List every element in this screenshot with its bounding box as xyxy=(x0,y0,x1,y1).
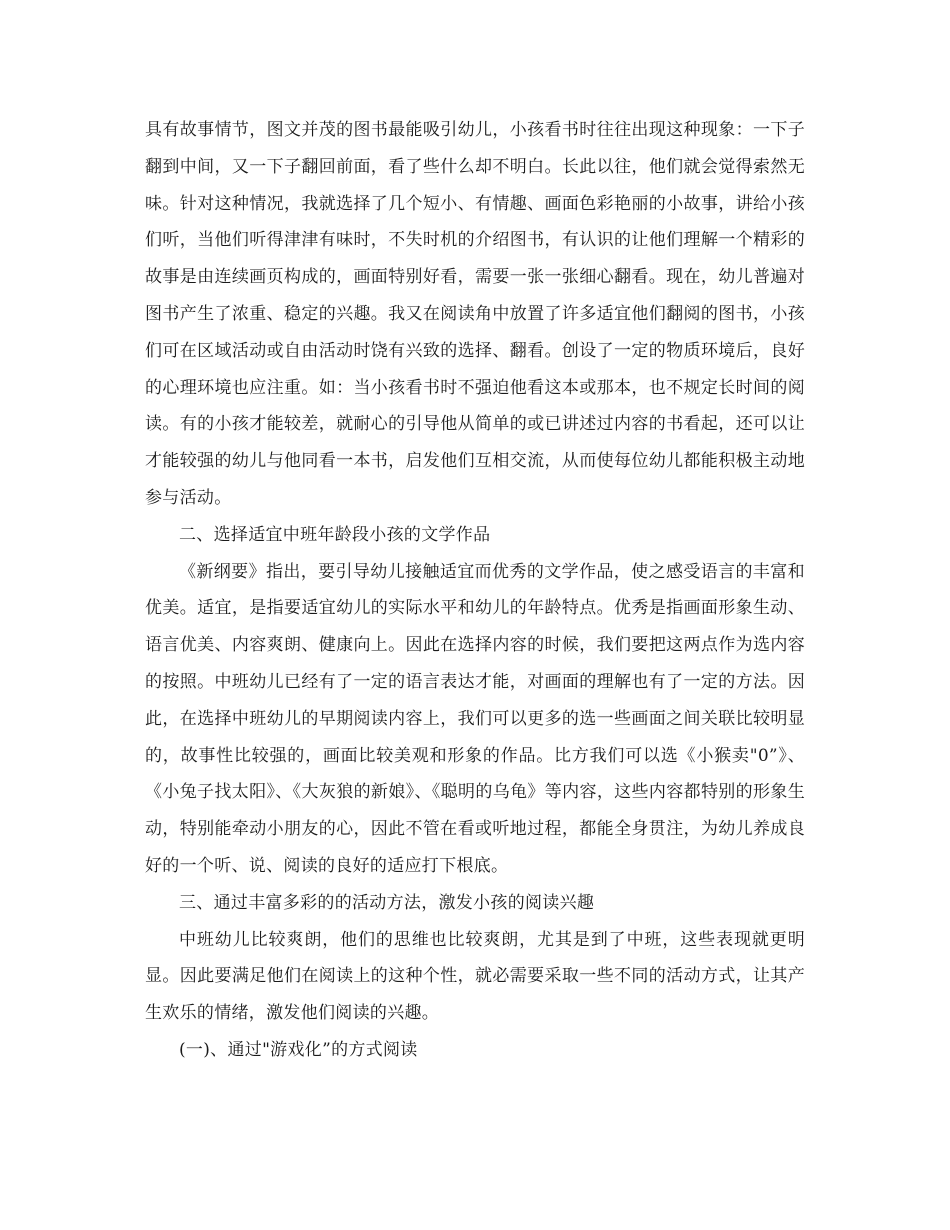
body-paragraph-reading-interest: 具有故事情节，图文并茂的图书最能吸引幼儿，小孩看书时往往出现这种现象：一下子翻到中间，又一下子翻回前面，看了些什么却不明白。长此以往，他们就会觉得索然无味。针对这种情况，我就选择了几个短小、有情趣、画面色彩艳丽的小故事，讲给小孩们听，当他们听得津津有味时，不失时机的介绍图书，有认识的让他们理解一个精彩的故事是由连续画页构成的，画面特别好看，需要一张一张细心翻看。现在，幼儿普遍对图书产生了浓重、稳定的兴趣。我又在阅读角中放置了许多适宜他们翻阅的图书，小孩们可在区域活动或自由活动时饶有兴致的选择、翻看。创设了一定的物质环境后，良好的心理环境也应注重。如：当小孩看书时不强迫他看这本或那本，也不规定长时间的阅读。有的小孩才能较差，就耐心的引导他从简单的或已讲述过内容的书看起，还可以让才能较强的幼儿与他同看一本书，启发他们互相交流，从而使每位幼儿都能积极主动地参与活动。 xyxy=(145,120,805,508)
document-body xyxy=(145,112,805,1069)
body-paragraph-lively-children: 中班幼儿比较爽朗，他们的思维也比较爽朗，尤其是到了中班，这些表现就更明显。因此要满足他们在阅读上的这种个性，就必需要采取一些不同的活动方式，让其产生欢乐的情绪，激发他们阅读的兴趣。 xyxy=(145,929,805,1024)
subsection-heading-game-reading: (一)、通过"游戏化”的方式阅读 xyxy=(179,1039,418,1060)
body-paragraph-new-guidelines: 《新纲要》指出，要引导幼儿接触适宜而优秀的文学作品，使之感受语言的丰富和优美。适宜，是指要适宜幼儿的实际水平和幼儿的年龄特点。优秀是指画面形象生动、语言优美、内容爽朗、健康向上。因此在选择内容的时候，我们要把这两点作为选内容的按照。中班幼儿已经有了一定的语言表达才能，对画面的理解也有了一定的方法。因此，在选择中班幼儿的早期阅读内容上，我们可以更多的选一些画面之间关联比较明显的，故事性比较强的，画面比较美观和形象的作品。比方我们可以选《小猴卖"0”》、《小兔子找太阳》、《大灰狼的新娘》、《聪明的乌龟》等内容，这些内容都特别的形象生动，特别能牵动小朋友的心，因此不管在看或听地过程，都能全身贯注，为幼儿养成良好的一个听、说、阅读的良好的适应打下根底。 xyxy=(145,561,805,876)
section-heading-literature-selection: 二、选择适宜中班年龄段小孩的文学作品 xyxy=(179,524,491,545)
section-heading-activity-methods: 三、通过丰富多彩的的活动方法，激发小孩的阅读兴趣 xyxy=(179,892,595,913)
